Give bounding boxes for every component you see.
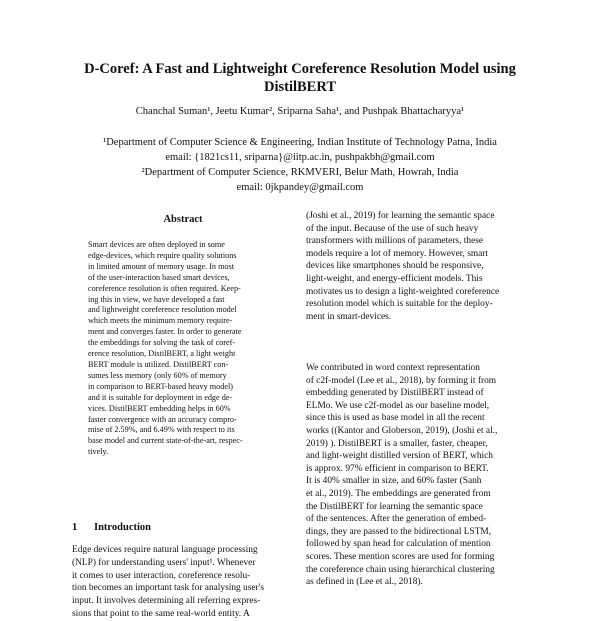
right-column-paragraph-1 <box>306 210 528 323</box>
introduction-paragraph <box>72 544 285 621</box>
abstract-line: coreference resolution is often required. Keep- <box>88 283 241 293</box>
abstract-line: of the user-interaction based smart devices, <box>88 272 230 282</box>
abstract-line: Smart devices are often deployed in some <box>88 240 225 249</box>
abstract-line: ing this in view, we have developed a fast <box>88 294 225 304</box>
body-line: motivates us to design a light-weighted coreference <box>306 286 500 297</box>
abstract-heading: Abstract <box>163 214 203 225</box>
affiliation-email-line: email: 0jkpandey@gmail.com <box>236 182 364 193</box>
abstract-line: which meets the minimum memory require- <box>88 316 233 326</box>
body-line: resolution model which is suitable for the deploy- <box>306 299 493 310</box>
affiliation-line: ¹Department of Computer Science & Engineering, Indian Institute of Technology Patna, India <box>103 137 497 148</box>
abstract-line: faster convergence with an accuracy compro- <box>88 414 237 424</box>
body-line: et al., 2019). The embeddings are generated from <box>306 488 491 499</box>
body-line: dings, they are passed to the bidirectional LSTM, <box>306 526 492 537</box>
abstract-line: base model and current state-of-the-art, respec- <box>88 436 243 446</box>
intro-line: (NLP) for understanding users' input¹. Whenever <box>72 557 256 568</box>
body-line: embedding generated by DistilBERT instead of <box>306 388 484 399</box>
body-line: followed by span head for calculation of mention <box>306 539 491 550</box>
body-line: ELMo. We use c2f-model as our baseline model, <box>306 400 490 411</box>
body-line: devices like smartphones should be responsive, <box>306 261 484 272</box>
body-line: of c2f-model (Lee et al., 2018), by forming it from <box>306 375 497 386</box>
abstract-line: in comparison to BERT-based heavy model) <box>88 381 233 391</box>
body-line: and light-weight distilled version of BERT, which <box>306 451 493 462</box>
intro-line: tion becomes an important task for analysing user's <box>72 583 265 594</box>
abstract-line: and lightweight coreference resolution model <box>88 305 237 315</box>
affiliations <box>40 135 560 195</box>
body-line: as defined in (Lee et al., 2018). <box>306 577 423 588</box>
body-line: ment in smart-devices. <box>306 311 392 322</box>
body-line: is approx. 97% efficient in comparison to BERT. <box>306 463 489 474</box>
intro-line: sions that point to the same real-world entity. A <box>72 608 250 619</box>
abstract-line: in limited amount of memory usage. In most <box>88 261 234 271</box>
section-heading-introduction <box>72 522 151 533</box>
abstract-line: and it is suitable for deployment in edge de- <box>88 392 233 402</box>
body-line: It is 40% smaller in size, and 60% faster (Sanh <box>306 476 482 487</box>
abstract-body <box>88 240 278 458</box>
paper-title <box>60 60 540 96</box>
section-number: 1 <box>72 522 78 533</box>
body-line: We contributed in word context representation <box>306 363 480 373</box>
right-column-paragraph-2 <box>306 362 528 589</box>
intro-line: it comes to user interaction, coreference resolu- <box>72 570 251 581</box>
abstract-line: the embeddings for solving the task of coref- <box>88 338 236 348</box>
abstract-line: erence resolution, DistilBERT, a light weight <box>88 349 236 359</box>
abstract-line: BERT module is utilized. DistilBERT con- <box>88 359 229 369</box>
body-line: (Joshi et al., 2019) for learning the semantic space <box>306 211 495 221</box>
title-line-2: DistilBERT <box>263 79 336 95</box>
abstract-line: vices. DistilBERT embedding helps in 60% <box>88 403 231 413</box>
affiliation-email-line: email: {1821cs11, sriparna}@iitp.ac.in, pushpakbh@gmail.com <box>165 152 435 163</box>
body-line: works ((Kantor and Globerson, 2019), (Joshi et al., <box>306 425 498 436</box>
affiliation-line: ²Department of Computer Science, RKMVERI, Belur Math, Howrah, India <box>141 167 459 178</box>
body-line: models require a lot of memory. However, smart <box>306 248 489 259</box>
body-line: transformers with millions of parameters, these <box>306 236 484 247</box>
author-list: Chanchal Suman¹, Jeetu Kumar², Sriparna Saha¹, and Pushpak Bhattacharyya¹ <box>135 106 465 117</box>
body-line: light-weight, and energy-efficient models. This <box>306 273 483 284</box>
intro-line: Edge devices require natural language processing <box>72 545 258 555</box>
abstract-line: sumes less memory (only 60% of memory <box>88 370 227 380</box>
section-title: Introduction <box>94 522 151 533</box>
body-line: 2019) ). DistilBERT is a smaller, faster, cheaper, <box>306 438 488 449</box>
abstract-line: tively. <box>88 447 109 457</box>
abstract-line: ment and converges faster. In order to generate <box>88 327 242 337</box>
body-line: the coreference chain using hierarchical clustering <box>306 564 495 575</box>
body-line: scores. These mention scores are used for forming <box>306 551 495 562</box>
abstract-line: edge-devices, which require quality solutions <box>88 250 237 260</box>
body-line: since this is used as base model in all the recent <box>306 413 485 424</box>
body-line: of the input. Because of the use of such heavy <box>306 223 479 234</box>
intro-line: input. It involves determining all referring expres- <box>72 596 261 607</box>
body-line: the DistilBERT for learning the semantic space <box>306 501 483 512</box>
body-line: of the sentences. After the generation of embed- <box>306 514 487 525</box>
abstract-line: mise of 2.59%, and 6.49% with respect to its <box>88 425 235 435</box>
title-line-1: D-Coref: A Fast and Lightweight Coreference Resolution Model using <box>84 61 516 77</box>
